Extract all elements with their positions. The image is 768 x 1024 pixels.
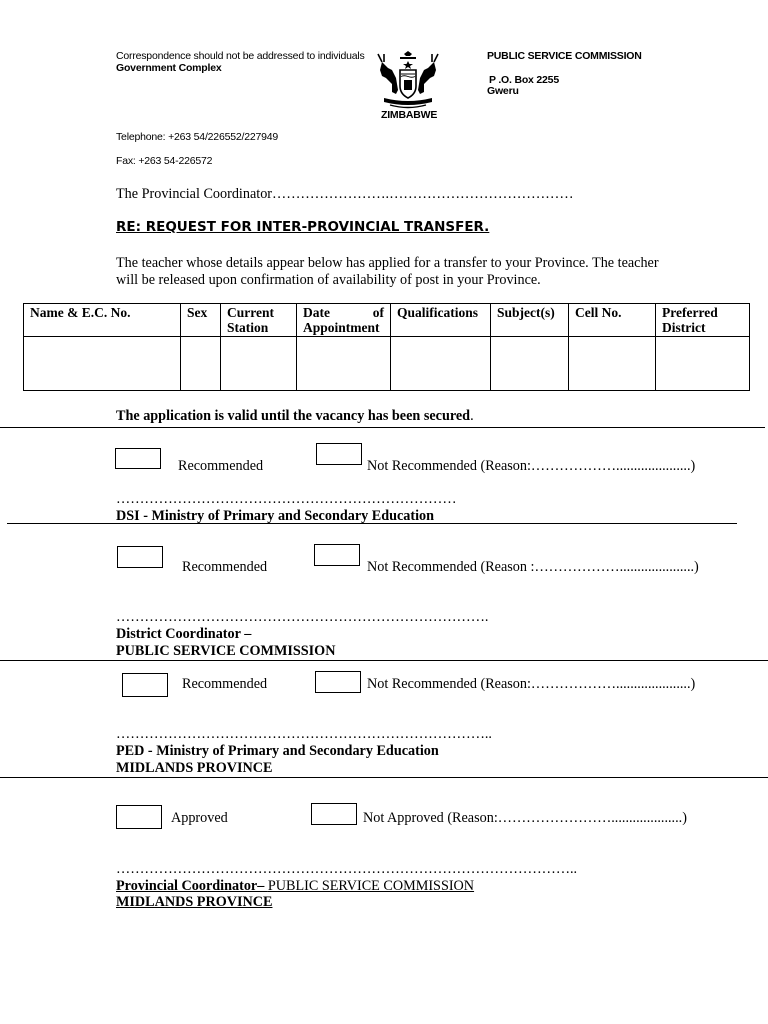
- section-title: DSI - Ministry of Primary and Secondary Education: [116, 508, 435, 524]
- section-subtitle: PUBLIC SERVICE COMMISSION: [116, 643, 336, 659]
- not-recommended-label: Not Recommended (Reason:……………….....................): [367, 676, 696, 692]
- section-subtitle: MIDLANDS PROVINCE: [116, 894, 273, 910]
- addressee-line: The Provincial Coordinator…………………….…………………………………: [116, 186, 574, 202]
- not-approved-checkbox[interactable]: [311, 803, 357, 825]
- not-recommended-checkbox[interactable]: [314, 544, 360, 566]
- col-header-preferred-district: Preferred District: [656, 304, 750, 337]
- country-name: ZIMBABWE: [381, 109, 438, 121]
- approved-checkbox[interactable]: [116, 805, 162, 829]
- signature-line: ……………………………………………………………………………………..: [116, 861, 578, 877]
- not-recommended-label: Not Recommended (Reason :……………….....................): [367, 559, 699, 575]
- divider: [0, 427, 765, 428]
- cell-name[interactable]: [24, 337, 181, 391]
- recommended-checkbox[interactable]: [122, 673, 168, 697]
- validity-note: The application is valid until the vacancy has been secured.: [116, 408, 474, 424]
- cell-preferred-district[interactable]: [656, 337, 750, 391]
- col-header-subjects: Subject(s): [491, 304, 569, 337]
- not-approved-label: Not Approved (Reason:……………………....................): [363, 810, 687, 826]
- recommended-checkbox[interactable]: [115, 448, 161, 469]
- telephone: Telephone: +263 54/226552/227949: [116, 131, 279, 143]
- col-header-cell-no: Cell No.: [569, 304, 656, 337]
- intro-line-1: The teacher whose details appear below has applied for a transfer to your Province. The teacher: [116, 255, 659, 271]
- commission-name: PUBLIC SERVICE COMMISSION: [487, 50, 642, 62]
- cell-current-station[interactable]: [221, 337, 297, 391]
- section-subtitle: MIDLANDS PROVINCE: [116, 760, 273, 776]
- signature-line: ……………………………………………………………………..: [116, 726, 492, 742]
- teacher-details-table: [23, 303, 750, 391]
- cell-cell-no[interactable]: [569, 337, 656, 391]
- recommended-label: Recommended: [182, 676, 268, 692]
- recommended-label: Recommended: [178, 458, 264, 474]
- section-title: District Coordinator –: [116, 626, 252, 642]
- not-recommended-checkbox[interactable]: [316, 443, 362, 465]
- cell-subjects[interactable]: [491, 337, 569, 391]
- divider: [7, 523, 737, 524]
- cell-sex[interactable]: [181, 337, 221, 391]
- cell-qualifications[interactable]: [391, 337, 491, 391]
- not-recommended-label: Not Recommended (Reason:……………….....................): [367, 458, 696, 474]
- col-header-current-station: Current Station: [221, 304, 297, 337]
- recommended-label: Recommended: [182, 559, 268, 575]
- approved-label: Approved: [171, 810, 228, 826]
- table-row: [24, 337, 750, 391]
- not-recommended-checkbox[interactable]: [315, 671, 361, 693]
- cell-date-of-appointment[interactable]: [297, 337, 391, 391]
- signature-line: ………………………………………………………………: [116, 491, 457, 507]
- intro-line-2: will be released upon confirmation of availability of post in your Province.: [116, 272, 541, 288]
- fax: Fax: +263 54-226572: [116, 155, 213, 167]
- col-header-sex: Sex: [181, 304, 221, 337]
- table-header-row: [24, 304, 750, 337]
- city: Gweru: [487, 85, 519, 97]
- col-header-name: Name & E.C. No.: [24, 304, 181, 337]
- correspondence-note: Correspondence should not be addressed to individuals: [116, 50, 365, 62]
- divider: [0, 777, 768, 778]
- divider: [0, 660, 768, 661]
- recommended-checkbox[interactable]: [117, 546, 163, 568]
- po-box: P .O. Box 2255: [489, 74, 559, 86]
- signature-line: …………………………………………………………………….: [116, 609, 489, 625]
- government-complex: Government Complex: [116, 62, 222, 74]
- section-title: Provincial Coordinator– PUBLIC SERVICE COMMISSION: [116, 878, 475, 894]
- col-header-date-of-appointment: Date of Appointment: [297, 304, 391, 337]
- section-title: PED - Ministry of Primary and Secondary Education: [116, 743, 439, 759]
- col-header-qualifications: Qualifications: [391, 304, 491, 337]
- subject-heading: RE: REQUEST FOR INTER-PROVINCIAL TRANSFER.: [116, 219, 490, 235]
- coat-of-arms-emblem: [370, 50, 446, 112]
